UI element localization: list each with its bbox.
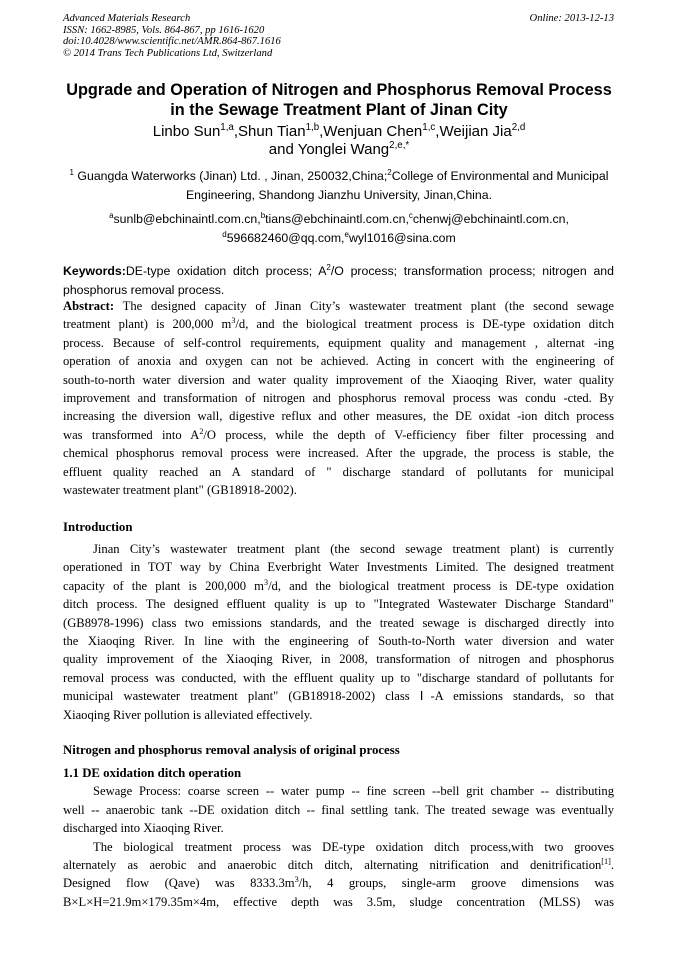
superscript: b [260,211,266,221]
title-line: in the Sewage Treatment Plant of Jinan City [170,101,508,119]
doi: doi:10.4028/www.scientific.net/AMR.864-867.1616 [63,36,281,48]
superscript: 2,d [511,122,526,134]
introduction-body [63,540,614,724]
text-line: wastewater treatment plant" (GB18918-2002). [63,482,297,497]
text-line: (GB8978-1996) class two emissions standards, and the treated sewage is discharged directly into [63,615,614,630]
issn: ISSN: 1662-8985, Vols. 864-867, pp 1616-1620 [63,24,265,36]
text-line: quality improvement of the Xiaoqing River, in 2008, transformation of nitrogen and phosphorus [63,652,614,667]
superscript: 1,a [220,122,234,134]
section-heading: Introduction [63,520,133,534]
superscript: 1 [69,168,74,178]
superscript: [1] [601,857,611,867]
superscript: 1,c [422,122,436,134]
superscript: c [408,211,413,221]
section-original-process [63,741,614,911]
superscript: 2 [326,263,331,273]
text-line: south-to-north water diversion and water quality improvement of the Xiaoqing River, water quality [63,372,614,387]
text-line: the Xiaoqing River. In line with the engineering of South-to-North water diversion and water [63,633,614,648]
superscript: 3 [263,577,269,587]
journal-header [63,13,281,59]
text-line: improvement and transformation of nitrogen and phosphorus removal process was condu -cted. By [63,390,614,405]
text-line: B×L×H=21.9m×179.35m×4m, effective depth was 3.5m, sludge concentration (MLSS) was [63,894,614,909]
superscript: 2,e,* [389,140,410,152]
affiliation-line: $^1$ Guangda Waterworks (Jinan) Ltd. , Jinan, 250032,China;$^2$College of Environmental and Municipal [69,168,609,183]
superscript: 2 [199,426,204,436]
keywords [63,262,614,299]
text-line: Xiaoqing River pollution is alleviated effectively. [63,707,313,722]
affiliations [50,167,628,205]
keywords-text: DE-type oxidation ditch process; $A^2/O$ process; transformation process; nitrogen and [125,263,614,278]
text-line: Designed flow (Qave) was $8333.3m^3/h$, 4 groups, single-arm groove dimensions was [63,875,615,891]
abstract-text: The designed capacity of Jinan City’s wastewater treatment plant (the second sewage [114,299,614,313]
subsection-heading: 1.1 DE oxidation ditch operation [63,766,242,780]
abstract-body [63,315,614,499]
text-line: municipal wastewater treatment plant" (GB18918-2002) class Ⅰ-A emissions standards, so that [63,689,614,704]
text-line: capacity of the plant is 200,000 $m^3/d$, and the biological treatment process is DE-type oxidation [63,577,614,593]
copyright: © 2014 Trans Tech Publications Ltd, Switzerland [63,47,273,59]
affiliation-line: Engineering, Shandong Jianzhu University, Jinan,China. [185,188,493,202]
text-line: well -- anaerobic tank --DE oxidation ditch -- final settling tank. The treated sewage was eventually [63,802,614,817]
text-line: discharged into Xiaoqing River. [63,821,224,836]
online-date: Online: 2013-12-13 [529,13,614,24]
emails [50,210,628,248]
text-line: treatment plant) is 200,000 $m^3/d$, and the biological treatment process is DE-type oxidation ditch [63,316,614,332]
text-line: process. Because of self-control requirements, equipment quality and management , alternat -ing [63,335,614,350]
abstract [63,297,614,499]
text-line: was transformed into $A^2/O$ process, while the depth of V-efficiency fiber filter processing and [63,426,614,442]
superscript: a [109,211,114,221]
text-line: chemical phosphorus removal process were increased. After the upgrade, the process is stable, the [63,446,614,461]
authors-line: Linbo Sun$^{1,a}$,Shun Tian$^{1,b}$,Wenjuan Chen$^{1,c}$,Weijian Jia$^{2,d}$ [152,122,526,140]
text-line: alternately as aerobic and anaerobic ditch ditch, alternating nitrification and denitrification[1]. [63,857,614,872]
authors-line: and Yonglei Wang$^{2,e,*}$ [268,140,410,158]
text-line: The biological treatment process was DE-type oxidation ditch process,with two grooves [93,839,614,854]
title-line: Upgrade and Operation of Nitrogen and Phosphorus Removal Process [66,81,612,99]
text-line: operationed in TOT way by China Everbright Water Investments Limited. The designed treatment [63,560,614,575]
text-line: Jinan City’s wastewater treatment plant (the second sewage treatment plant) is currently [93,542,614,556]
text-line: effluent quality reached an A standard of " discharge standard of pollutants for municipal [63,464,614,479]
journal-name: Advanced Materials Research [63,13,191,24]
text-line: ditch process. The designed effluent quality is up to "Integrated Wastewater Discharge Standard" [63,597,614,612]
paragraph [63,782,614,837]
text-line: Sewage Process: coarse screen -- water pump -- fine screen --bell grit chamber -- distributing [93,784,614,799]
email-line: $^a$sunlb@ebchinaintl.com.cn,$^b$tians@ebchinaintl.com.cn,$^c$chenwj@ebchinaintl.com.cn, [109,211,569,226]
keywords-text: phosphorus removal process. [63,282,225,297]
superscript: 3 [231,316,236,326]
superscript: d [222,230,227,240]
section-heading: Nitrogen and phosphorus removal analysis of original process [63,743,400,757]
text-line: increasing the diversion wall, digestive reflux and other measures, the DE oxidat -ion ditch process [63,409,614,424]
paper-title [40,80,638,120]
text-line: removal process was conducted, with the effluent quality up to "discharge standard of pollutants for [63,670,614,685]
superscript: 1,b [305,122,320,134]
introduction [63,518,614,724]
text-line: operation of anoxia and oxygen can not be achieved. Acting in concert with the engineering of [63,354,614,369]
superscript: 2 [387,168,392,178]
abstract-label: Abstract: [63,299,115,313]
authors [40,123,638,159]
paragraph [63,838,614,912]
superscript: e [344,230,349,240]
email-line: $^d$596682460@qq.com,$^e$wyl1016@sina.com [222,230,456,245]
keywords-label: Keywords: [63,264,126,278]
superscript: 3 [294,875,299,885]
